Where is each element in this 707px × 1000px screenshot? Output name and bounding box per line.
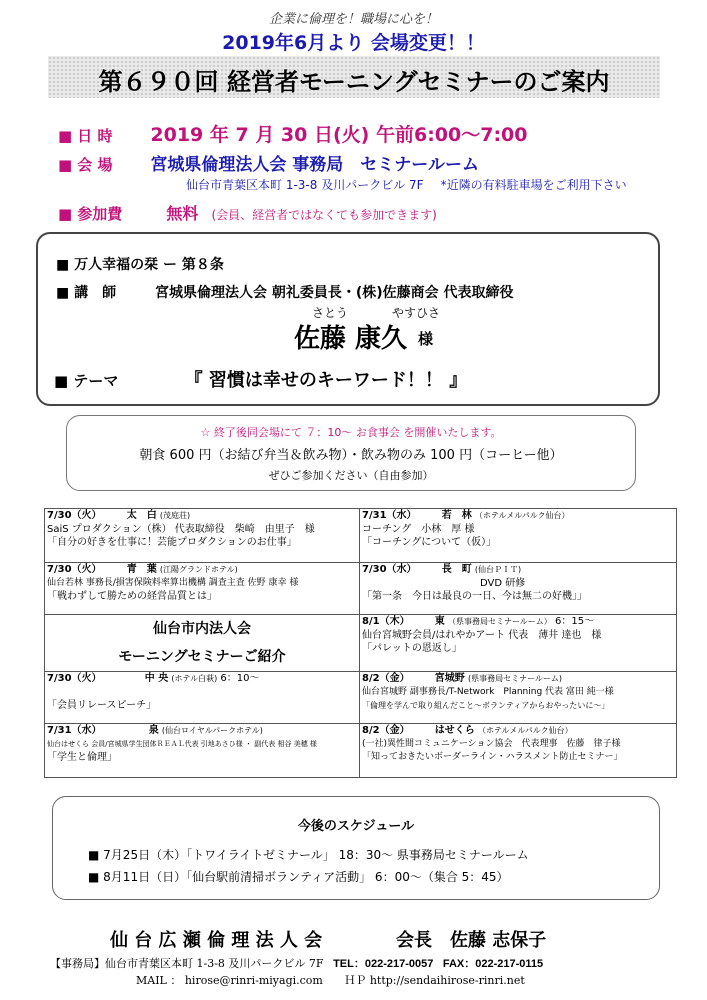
- bullet-square-icon: ■: [56, 285, 70, 301]
- schedule-item: ■ 8月11日（日）「仙台駅前清掃ボランティア活動」 6：00～（集合 5：45）: [88, 870, 509, 884]
- page-title: 第６９０回 経営者モーニングセミナーのご案内: [98, 68, 610, 96]
- lecturer-name: 佐藤 康久: [294, 324, 408, 354]
- bullet-square-icon: ■: [58, 156, 73, 174]
- intro-cell: [45, 615, 360, 672]
- footer-office: 【事務局】仙台市青葉区本町 1-3-8 及川パークビル 7F: [50, 957, 324, 970]
- footer-mail[interactable]: MAIL ： hirose@rinri-miyagi.com: [136, 974, 323, 987]
- date-value: 2019 年 7 月 30 日(火) 午前6:00～7:00: [150, 124, 528, 146]
- venue-value: 宮城県倫理法人会 事務局 セミナールーム: [150, 155, 479, 175]
- table-row: [45, 563, 677, 615]
- article-row: [56, 254, 224, 274]
- lecturer-honorific: 様: [418, 330, 434, 348]
- seminar-cell: 7/31（水） 若 林 （ホテルメルパルク仙台） コーチング 小林 厚 様 「コーチングについて（仮）」: [360, 509, 677, 563]
- fee-value: 無料: [166, 204, 199, 223]
- intro-line2: モーニングセミナーご紹介: [118, 649, 286, 665]
- theme-label: テーマ: [73, 372, 119, 390]
- seminar-cell: 7/30（火） 太 白 (茂庭荘) SaiS プロダクション（株） 代表取締役 柴崎 由里子 様 「自分の好きを仕事に！芸能プロダクションのお仕事」: [45, 509, 360, 563]
- table-row: [45, 672, 677, 724]
- date-label: 日 時: [77, 127, 113, 145]
- seminar-table: [44, 508, 677, 778]
- article-title: 万人幸福の栞 ー 第８条: [74, 257, 224, 273]
- venue-change-notice: 2019年6月より 会場変更！！: [222, 32, 485, 54]
- tagline: 企業に倫理を！職場に心を！: [268, 12, 438, 27]
- seminar-cell: 7/30（火） 中 央 (ホテル白萩) 6：10～ 「会員リレースピーチ」: [45, 672, 360, 724]
- lecturer-label: 講 師: [74, 285, 117, 301]
- table-row: [45, 724, 677, 778]
- breakfast-line2: 朝食 600 円（お結び弁当＆飲み物）・飲み物のみ 100 円（コーヒー他）: [139, 448, 563, 463]
- furigana-sato: さとう: [312, 306, 349, 320]
- date-row: [58, 120, 528, 147]
- seminar-cell: 8/1（木） 東 （県事務局セミナールーム） 6：15～ 仙台宮城野会員/はれやかアート 代表 薄井 達也 様 「パレットの恩返し」: [360, 615, 677, 672]
- table-row: [45, 615, 677, 672]
- bullet-square-icon: ■: [56, 257, 70, 273]
- bullet-square-icon: ■: [88, 870, 100, 884]
- theme-row: [54, 366, 467, 392]
- intro-line1: 仙台市内法人会: [153, 621, 251, 637]
- venue-address: 仙台市青葉区本町 1-3-8 及川パークビル 7F: [186, 178, 424, 192]
- venue-label: 会 場: [77, 156, 113, 174]
- fee-label: 参加費: [77, 205, 123, 223]
- furigana-yasuhisa: やすひさ: [392, 306, 441, 320]
- schedule-title: 今後のスケジュール: [297, 819, 415, 834]
- seminar-cell: 7/30（火） 青 葉 (江陽グランドホテル) 仙台若林 事務長/損害保険料率算出機構 調査主査 佐野 康幸 様 「戦わずして勝ための経営品質とは」: [45, 563, 360, 615]
- theme-title: 『 習慣は幸せのキーワード！！ 』: [184, 370, 468, 391]
- table-row: [45, 509, 677, 563]
- footer-org: 仙 台 広 瀬 倫 理 法 人 会: [110, 930, 323, 951]
- seminar-cell: 7/31（水） 泉 (仙台ロイヤルパークホテル) 仙台はせくら 会員/宮城県学生団体ＲＥＡＬ代表 引地あさひ様 ・ 副代表 相谷 美穂 様 「学生と倫理」: [45, 724, 360, 778]
- footer-tel: TEL：022-217-0057: [333, 958, 434, 970]
- footer-hp[interactable]: ＨＰ http://sendaihirose-rinri.net: [344, 974, 525, 987]
- parking-note: *近隣の有料駐車場をご利用下さい: [440, 178, 627, 192]
- seminar-cell: 8/2（金） はせくら （ホテルメルパルク仙台） (一社)異性間コミュニケーション協会 代表理事 佐藤 律子様 「知っておきたいボーダーライン・ハラスメント防止セミナー」: [360, 724, 677, 778]
- footer-web-row: [136, 972, 525, 988]
- seminar-cell: 7/30（水） 長 町 (仙台ＰＩＴ) DVD 研修 「第一条 今日は最良の一日、今は無二の好機」」: [360, 563, 677, 615]
- breakfast-line3: ぜひご参加ください（自由参加）: [268, 469, 434, 482]
- bullet-square-icon: ■: [58, 127, 73, 145]
- breakfast-line1: ☆ 終了後同会場にて ７：10～ お食事会 を開催いたします。: [200, 426, 502, 439]
- footer-chair: 会長 佐藤 志保子: [396, 930, 547, 951]
- bullet-square-icon: ■: [54, 372, 69, 390]
- seminar-cell: 8/2（金） 宮城野 (県事務局セミナールーム) 仙台宮城野 副事務長/T-Network Planning 代表 富田 純一様 「倫理を学んで取り組んだこと～ボランティアからおやったいに～」: [360, 672, 677, 724]
- fee-note: (会員、経営者ではなくても参加できます): [211, 208, 437, 222]
- venue-row: [58, 150, 479, 175]
- fee-row: [58, 201, 437, 224]
- venue-address-row: [186, 174, 627, 193]
- bullet-square-icon: ■: [88, 848, 100, 862]
- bullet-square-icon: ■: [58, 205, 73, 223]
- footer-contact-row: [50, 955, 543, 971]
- schedule-item: ■ 7月25日（木）「トワイライトゼミナール」 18：30～ 県事務局セミナールーム: [88, 848, 529, 862]
- footer-fax: FAX：022-217-0115: [442, 958, 544, 970]
- lecturer-affiliation: 宮城県倫理法人会 朝礼委員長・(株)佐藤商会 代表取締役: [154, 285, 514, 301]
- lecturer-row: [56, 282, 514, 302]
